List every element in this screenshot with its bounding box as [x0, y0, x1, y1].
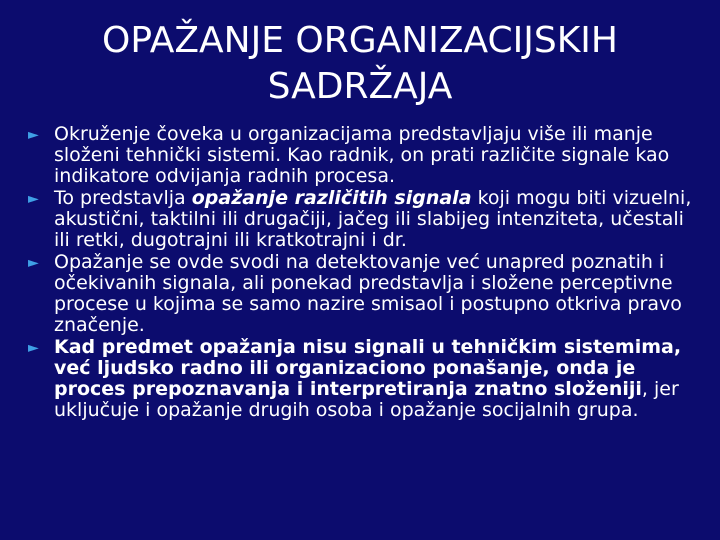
- bullet-text-after: , jer uključuje i opažanje drugih osoba i opažanje socijalnih grupa.: [54, 378, 679, 421]
- triangle-right-icon: ►: [28, 255, 39, 271]
- bullet-emphasis: opažanje različitih signala: [191, 187, 472, 209]
- bullet-text: Okruženje čoveka u organizacijama predstavljaju više ili manje složeni tehnički sistemi. Kao radnik, on prati različite signale kao indikatore odvijanja radnih procesa.: [54, 123, 670, 187]
- triangle-right-icon: ►: [28, 340, 39, 356]
- bullet-list: [28, 124, 696, 422]
- bullet-bold-text: Kad predmet opažanja nisu signali u tehničkim sistemima, već ljudsko radno ili organizaciono ponašanje, onda je proces prepoznavanja i interpretiranja znatno složeniji: [54, 336, 682, 400]
- bullet-item-3: [28, 252, 696, 336]
- bullet-text: Opažanje se ovde svodi na detektovanje već unapred poznatih i očekivanih signala, ali ponekad predstavlja i složene perceptivne procese u kojima se samo nazire smisaol i postupno otkriva pravo značenje.: [54, 251, 682, 336]
- slide-title-line-1: OPAŽANJE ORGANIZACIJSKIH: [102, 20, 618, 61]
- bullet-text-after: koji mogu biti vizuelni, akustični, taktilni ili drugačiji, jačeg ili slabijeg intenziteta, učestali ili retki, dugotrajni ili kratkotrajni i dr.: [54, 187, 692, 251]
- slide-title: [40, 18, 680, 110]
- bullet-item-2: [28, 188, 696, 251]
- triangle-right-icon: ►: [28, 127, 39, 143]
- bullet-item-4: [28, 337, 696, 421]
- slide-title-line-2: SADRŽAJA: [267, 66, 453, 107]
- bullet-text-before: To predstavlja: [54, 187, 192, 209]
- bullet-item-1: [28, 124, 696, 187]
- triangle-right-icon: ►: [28, 191, 39, 207]
